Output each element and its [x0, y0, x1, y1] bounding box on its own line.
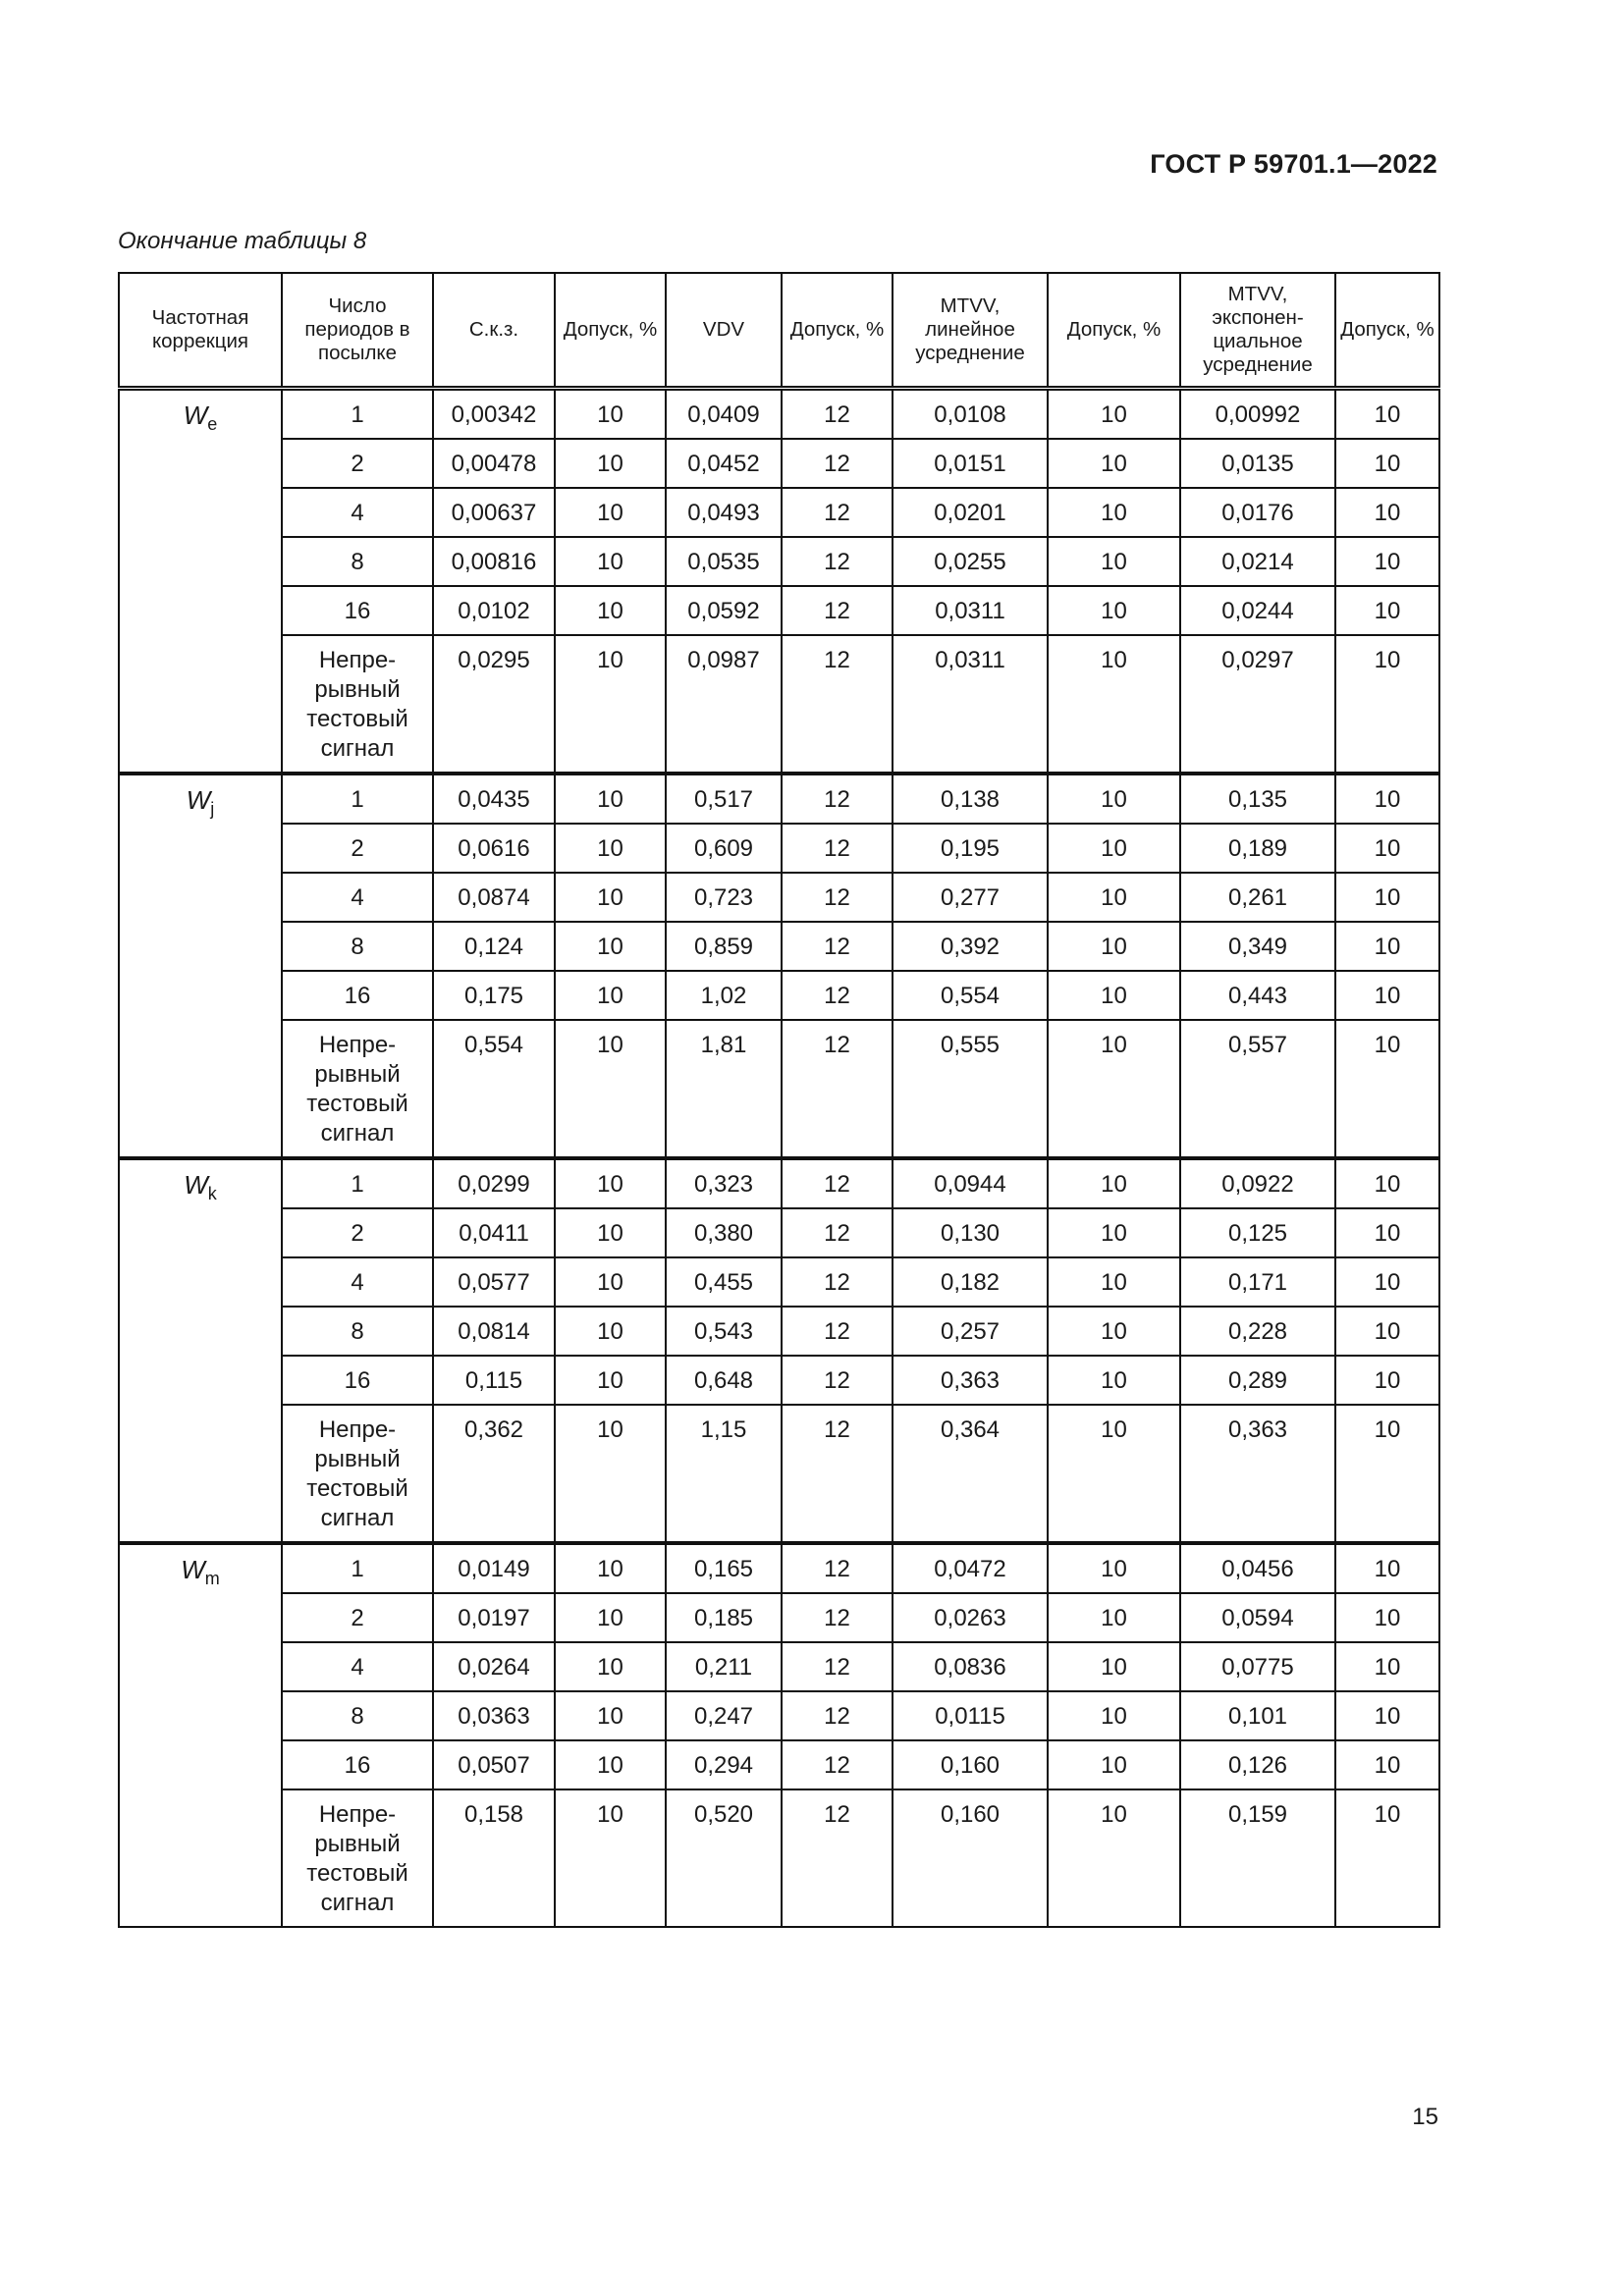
value-cell: 10	[1335, 1789, 1439, 1927]
value-cell: 0,0295	[433, 635, 555, 774]
value-cell: 0,00992	[1180, 389, 1335, 440]
value-cell: 0,0472	[893, 1543, 1048, 1593]
table-row	[119, 1543, 1439, 1593]
correction-letter: W	[183, 400, 208, 430]
value-cell: 12	[782, 635, 893, 774]
value-cell: 0,364	[893, 1405, 1048, 1543]
value-cell: 0,228	[1180, 1307, 1335, 1356]
value-cell: 0,0987	[666, 635, 782, 774]
correction-cell	[119, 774, 282, 1158]
value-cell: 0,0135	[1180, 439, 1335, 488]
value-cell: 0,648	[666, 1356, 782, 1405]
value-cell: 0,0297	[1180, 635, 1335, 774]
value-cell: 0,189	[1180, 824, 1335, 873]
value-cell: 10	[1335, 537, 1439, 586]
periods-cell: 4	[282, 873, 433, 922]
correction-subscript: k	[207, 1184, 217, 1204]
table-row	[119, 873, 1439, 922]
value-cell: 10	[1335, 1543, 1439, 1593]
periods-cell: 16	[282, 971, 433, 1020]
value-cell: 10	[1048, 1593, 1180, 1642]
column-header: Число периодов в посылке	[282, 273, 433, 389]
value-cell: 0,520	[666, 1789, 782, 1927]
value-cell: 10	[1335, 1020, 1439, 1158]
value-cell: 10	[1048, 488, 1180, 537]
value-cell: 10	[555, 1307, 666, 1356]
value-cell: 12	[782, 389, 893, 440]
table-body	[119, 389, 1439, 1928]
table-row	[119, 922, 1439, 971]
value-cell: 0,211	[666, 1642, 782, 1691]
table-row	[119, 1208, 1439, 1257]
table-row	[119, 824, 1439, 873]
value-cell: 0,323	[666, 1158, 782, 1208]
value-cell: 10	[1048, 1543, 1180, 1593]
value-cell: 0,543	[666, 1307, 782, 1356]
value-cell: 10	[555, 1593, 666, 1642]
value-cell: 0,0944	[893, 1158, 1048, 1208]
value-cell: 10	[1048, 537, 1180, 586]
periods-cell: 4	[282, 1642, 433, 1691]
value-cell: 0,0201	[893, 488, 1048, 537]
table-row	[119, 1405, 1439, 1543]
periods-cell: 4	[282, 1257, 433, 1307]
value-cell: 0,0149	[433, 1543, 555, 1593]
table-row	[119, 971, 1439, 1020]
value-cell: 10	[555, 537, 666, 586]
table-row	[119, 1020, 1439, 1158]
value-cell: 12	[782, 1543, 893, 1593]
value-cell: 10	[1048, 971, 1180, 1020]
value-cell: 0,138	[893, 774, 1048, 824]
value-cell: 10	[1048, 774, 1180, 824]
value-cell: 10	[1335, 1593, 1439, 1642]
value-cell: 1,02	[666, 971, 782, 1020]
value-cell: 0,0311	[893, 586, 1048, 635]
value-cell: 10	[555, 1020, 666, 1158]
value-cell: 0,0874	[433, 873, 555, 922]
table-row	[119, 1642, 1439, 1691]
correction-subscript: j	[210, 799, 215, 820]
value-cell: 10	[1335, 586, 1439, 635]
table-row	[119, 1158, 1439, 1208]
column-header: MTVV, линейное усреднение	[893, 273, 1048, 389]
periods-cell: 16	[282, 586, 433, 635]
value-cell: 0,0452	[666, 439, 782, 488]
table-row	[119, 389, 1439, 440]
column-header: С.к.з.	[433, 273, 555, 389]
value-cell: 10	[555, 922, 666, 971]
value-cell: 0,609	[666, 824, 782, 873]
value-cell: 10	[555, 1789, 666, 1927]
measurement-table	[118, 272, 1440, 1928]
value-cell: 0,00816	[433, 537, 555, 586]
value-cell: 0,0214	[1180, 537, 1335, 586]
value-cell: 0,0409	[666, 389, 782, 440]
value-cell: 10	[1335, 389, 1439, 440]
value-cell: 10	[1335, 971, 1439, 1020]
value-cell: 12	[782, 1642, 893, 1691]
periods-cell: 2	[282, 1593, 433, 1642]
value-cell: 0,0814	[433, 1307, 555, 1356]
correction-cell	[119, 1158, 282, 1543]
periods-cell: 8	[282, 537, 433, 586]
value-cell: 12	[782, 1789, 893, 1927]
value-cell: 0,0775	[1180, 1642, 1335, 1691]
table-row	[119, 1691, 1439, 1740]
table-row	[119, 537, 1439, 586]
value-cell: 10	[1048, 922, 1180, 971]
value-cell: 12	[782, 1307, 893, 1356]
value-cell: 0,455	[666, 1257, 782, 1307]
correction-letter: W	[181, 1555, 205, 1584]
value-cell: 0,165	[666, 1543, 782, 1593]
value-cell: 0,0311	[893, 635, 1048, 774]
value-cell: 12	[782, 1208, 893, 1257]
correction-letter: W	[186, 785, 211, 815]
value-cell: 12	[782, 824, 893, 873]
value-cell: 10	[1048, 439, 1180, 488]
value-cell: 0,392	[893, 922, 1048, 971]
value-cell: 0,363	[1180, 1405, 1335, 1543]
value-cell: 0,859	[666, 922, 782, 971]
correction-subscript: e	[207, 414, 218, 435]
value-cell: 0,380	[666, 1208, 782, 1257]
value-cell: 0,0592	[666, 586, 782, 635]
periods-cell: 8	[282, 922, 433, 971]
value-cell: 0,247	[666, 1691, 782, 1740]
value-cell: 10	[555, 824, 666, 873]
periods-cell: 1	[282, 1543, 433, 1593]
value-cell: 0,185	[666, 1593, 782, 1642]
value-cell: 10	[1335, 1356, 1439, 1405]
value-cell: 10	[1335, 774, 1439, 824]
value-cell: 12	[782, 971, 893, 1020]
value-cell: 0,0493	[666, 488, 782, 537]
value-cell: 0,0102	[433, 586, 555, 635]
value-cell: 0,0836	[893, 1642, 1048, 1691]
value-cell: 10	[1335, 1307, 1439, 1356]
value-cell: 10	[1335, 1158, 1439, 1208]
value-cell: 10	[555, 873, 666, 922]
value-cell: 12	[782, 1691, 893, 1740]
value-cell: 0,0616	[433, 824, 555, 873]
value-cell: 0,130	[893, 1208, 1048, 1257]
value-cell: 10	[555, 1158, 666, 1208]
value-cell: 10	[1048, 824, 1180, 873]
value-cell: 10	[1335, 1257, 1439, 1307]
value-cell: 0,362	[433, 1405, 555, 1543]
value-cell: 0,0577	[433, 1257, 555, 1307]
value-cell: 10	[1048, 1740, 1180, 1789]
table-row	[119, 635, 1439, 774]
value-cell: 0,0108	[893, 389, 1048, 440]
value-cell: 12	[782, 1257, 893, 1307]
value-cell: 10	[1048, 1642, 1180, 1691]
periods-cell: 8	[282, 1691, 433, 1740]
value-cell: 12	[782, 922, 893, 971]
value-cell: 0,00478	[433, 439, 555, 488]
value-cell: 0,554	[893, 971, 1048, 1020]
value-cell: 12	[782, 1405, 893, 1543]
value-cell: 10	[555, 1642, 666, 1691]
table-row	[119, 488, 1439, 537]
value-cell: 10	[1048, 1020, 1180, 1158]
table-header-row	[119, 273, 1439, 389]
value-cell: 0,175	[433, 971, 555, 1020]
value-cell: 10	[1048, 586, 1180, 635]
value-cell: 10	[555, 774, 666, 824]
value-cell: 0,115	[433, 1356, 555, 1405]
page-number: 15	[1412, 2104, 1438, 2130]
value-cell: 0,0264	[433, 1642, 555, 1691]
value-cell: 0,349	[1180, 922, 1335, 971]
value-cell: 0,363	[893, 1356, 1048, 1405]
value-cell: 0,160	[893, 1740, 1048, 1789]
value-cell: 12	[782, 774, 893, 824]
value-cell: 0,0922	[1180, 1158, 1335, 1208]
value-cell: 0,171	[1180, 1257, 1335, 1307]
periods-cell: 16	[282, 1740, 433, 1789]
column-header: Допуск, %	[1335, 273, 1439, 389]
value-cell: 12	[782, 1356, 893, 1405]
periods-cell: 1	[282, 1158, 433, 1208]
value-cell: 12	[782, 1158, 893, 1208]
value-cell: 10	[555, 586, 666, 635]
table-row	[119, 1257, 1439, 1307]
value-cell: 0,261	[1180, 873, 1335, 922]
value-cell: 10	[1048, 1257, 1180, 1307]
value-cell: 0,555	[893, 1020, 1048, 1158]
column-header: Частотная коррекция	[119, 273, 282, 389]
value-cell: 10	[1335, 1642, 1439, 1691]
value-cell: 10	[555, 1257, 666, 1307]
value-cell: 10	[555, 1405, 666, 1543]
value-cell: 10	[1335, 1691, 1439, 1740]
value-cell: 0,723	[666, 873, 782, 922]
column-header: VDV	[666, 273, 782, 389]
periods-cell: Непре-рывный тестовый сигнал	[282, 635, 433, 774]
value-cell: 0,289	[1180, 1356, 1335, 1405]
value-cell: 0,124	[433, 922, 555, 971]
value-cell: 12	[782, 537, 893, 586]
table-row	[119, 1789, 1439, 1927]
value-cell: 10	[1335, 439, 1439, 488]
value-cell: 10	[1335, 1405, 1439, 1543]
table-caption: Окончание таблицы 8	[118, 228, 367, 254]
periods-cell: Непре-рывный тестовый сигнал	[282, 1020, 433, 1158]
value-cell: 0,160	[893, 1789, 1048, 1927]
value-cell: 10	[1048, 1158, 1180, 1208]
table-row	[119, 774, 1439, 824]
value-cell: 10	[1048, 1405, 1180, 1543]
value-cell: 0,0363	[433, 1691, 555, 1740]
value-cell: 0,182	[893, 1257, 1048, 1307]
periods-cell: Непре-рывный тестовый сигнал	[282, 1405, 433, 1543]
column-header: Допуск, %	[555, 273, 666, 389]
value-cell: 10	[1335, 824, 1439, 873]
periods-cell: 8	[282, 1307, 433, 1356]
correction-cell	[119, 389, 282, 774]
value-cell: 0,0507	[433, 1740, 555, 1789]
value-cell: 0,101	[1180, 1691, 1335, 1740]
correction-subscript: m	[204, 1569, 220, 1589]
value-cell: 0,0456	[1180, 1543, 1335, 1593]
value-cell: 10	[1048, 1691, 1180, 1740]
value-cell: 0,0244	[1180, 586, 1335, 635]
value-cell: 10	[1048, 635, 1180, 774]
periods-cell: 16	[282, 1356, 433, 1405]
table-row	[119, 586, 1439, 635]
value-cell: 10	[555, 389, 666, 440]
value-cell: 0,0411	[433, 1208, 555, 1257]
column-header: Допуск, %	[782, 273, 893, 389]
periods-cell: 1	[282, 389, 433, 440]
value-cell: 10	[1335, 873, 1439, 922]
value-cell: 10	[1335, 1740, 1439, 1789]
value-cell: 10	[1048, 1208, 1180, 1257]
value-cell: 0,0535	[666, 537, 782, 586]
value-cell: 10	[555, 1740, 666, 1789]
value-cell: 0,00637	[433, 488, 555, 537]
value-cell: 1,81	[666, 1020, 782, 1158]
value-cell: 10	[555, 439, 666, 488]
value-cell: 10	[1048, 389, 1180, 440]
value-cell: 0,294	[666, 1740, 782, 1789]
value-cell: 12	[782, 1020, 893, 1158]
value-cell: 0,0115	[893, 1691, 1048, 1740]
value-cell: 0,277	[893, 873, 1048, 922]
periods-cell: Непре-рывный тестовый сигнал	[282, 1789, 433, 1927]
table-row	[119, 1740, 1439, 1789]
value-cell: 0,125	[1180, 1208, 1335, 1257]
value-cell: 10	[555, 488, 666, 537]
value-cell: 10	[555, 1208, 666, 1257]
value-cell: 12	[782, 488, 893, 537]
correction-cell	[119, 1543, 282, 1927]
value-cell: 12	[782, 1593, 893, 1642]
periods-cell: 2	[282, 824, 433, 873]
value-cell: 10	[1335, 488, 1439, 537]
value-cell: 10	[1048, 1356, 1180, 1405]
table-row	[119, 1593, 1439, 1642]
column-header: Допуск, %	[1048, 273, 1180, 389]
value-cell: 12	[782, 1740, 893, 1789]
value-cell: 0,00342	[433, 389, 555, 440]
value-cell: 1,15	[666, 1405, 782, 1543]
periods-cell: 2	[282, 439, 433, 488]
value-cell: 10	[555, 1691, 666, 1740]
correction-letter: W	[184, 1170, 208, 1200]
value-cell: 12	[782, 873, 893, 922]
periods-cell: 1	[282, 774, 433, 824]
table-row	[119, 439, 1439, 488]
value-cell: 10	[1048, 1789, 1180, 1927]
value-cell: 0,0435	[433, 774, 555, 824]
value-cell: 12	[782, 439, 893, 488]
value-cell: 0,0197	[433, 1593, 555, 1642]
value-cell: 0,257	[893, 1307, 1048, 1356]
value-cell: 10	[555, 635, 666, 774]
table-row	[119, 1307, 1439, 1356]
value-cell: 0,443	[1180, 971, 1335, 1020]
document-code: ГОСТ Р 59701.1—2022	[1150, 149, 1437, 179]
value-cell: 0,517	[666, 774, 782, 824]
value-cell: 10	[555, 1356, 666, 1405]
value-cell: 0,158	[433, 1789, 555, 1927]
value-cell: 0,0594	[1180, 1593, 1335, 1642]
value-cell: 10	[555, 971, 666, 1020]
value-cell: 0,0299	[433, 1158, 555, 1208]
value-cell: 0,0255	[893, 537, 1048, 586]
value-cell: 10	[1335, 635, 1439, 774]
value-cell: 0,557	[1180, 1020, 1335, 1158]
value-cell: 10	[555, 1543, 666, 1593]
table-row	[119, 1356, 1439, 1405]
value-cell: 10	[1048, 873, 1180, 922]
value-cell: 10	[1048, 1307, 1180, 1356]
value-cell: 0,0151	[893, 439, 1048, 488]
value-cell: 0,554	[433, 1020, 555, 1158]
value-cell: 12	[782, 586, 893, 635]
periods-cell: 2	[282, 1208, 433, 1257]
value-cell: 10	[1335, 1208, 1439, 1257]
value-cell: 0,135	[1180, 774, 1335, 824]
value-cell: 0,126	[1180, 1740, 1335, 1789]
periods-cell: 4	[282, 488, 433, 537]
value-cell: 0,159	[1180, 1789, 1335, 1927]
column-header: MTVV, экспонен-циальное усреднение	[1180, 273, 1335, 389]
value-cell: 0,0263	[893, 1593, 1048, 1642]
value-cell: 10	[1335, 922, 1439, 971]
value-cell: 0,195	[893, 824, 1048, 873]
value-cell: 0,0176	[1180, 488, 1335, 537]
